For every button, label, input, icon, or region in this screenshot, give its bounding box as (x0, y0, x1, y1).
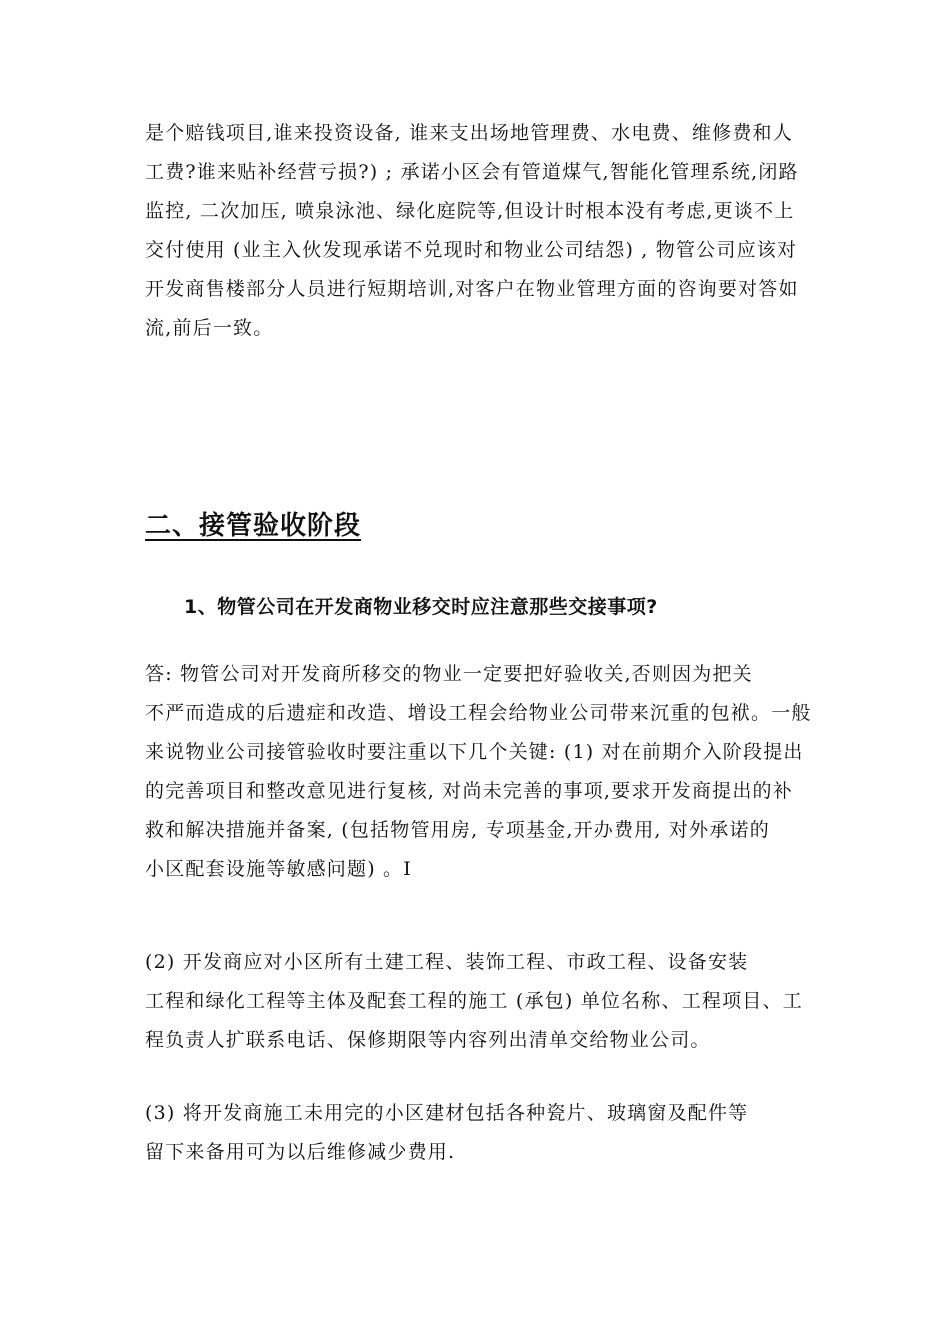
paragraph-1 (145, 114, 825, 348)
paragraph-line: 流,前后一致。 (145, 317, 274, 339)
paragraph-line: 工费?谁来贴补经营亏损?) ; 承诺小区会有管道煤气,智能化管理系统,闭路 (145, 161, 799, 183)
paragraph-line: 救和解决措施并备案, (包括物管用房, 专项基金,开办费用, 对外承诺的 (145, 819, 770, 841)
paragraph-line: (2) 开发商应对小区所有土建工程、装饰工程、市政工程、设备安装 (145, 951, 749, 973)
paragraph-line: 来说物业公司接管验收时要注重以下几个关键: (1) 对在前期介入阶段提出 (145, 741, 804, 763)
paragraph-line: 工程和绿化工程等主体及配套工程的施工 (承包) 单位名称、工程项目、工 (145, 990, 803, 1012)
section-heading: 二、接管验收阶段 (145, 511, 362, 541)
paragraph-4 (145, 1094, 825, 1172)
paragraph-line: 答: 物管公司对开发商所移交的物业一定要把好验收关,否则因为把关 (145, 663, 753, 685)
paragraph-3 (145, 943, 825, 1060)
paragraph-line: 开发商售楼部分人员进行短期培训,对客户在物业管理方面的咨询要对答如 (145, 278, 799, 300)
question-heading: 1、物管公司在开发商物业移交时应注意那些交接事项? (184, 596, 658, 618)
paragraph-line: 留下来备用可为以后维修减少费用. (145, 1141, 456, 1163)
paragraph-line: 程负责人扩联系电话、保修期限等内容列出清单交给物业公司。 (145, 1029, 711, 1051)
paragraph-line: 不严而造成的后遗症和改造、增设工程会给物业公司带来沉重的包袱。一般 (145, 702, 812, 724)
paragraph-line: 的完善项目和整改意见进行复核, 对尚未完善的事项,要求开发商提出的补 (145, 780, 793, 802)
paragraph-line: 是个赔钱项目,谁来投资设备, 谁来支出场地管理费、水电费、维修费和人 (145, 122, 793, 144)
paragraph-line: 小区配套设施等敏感问题) 。I (145, 858, 412, 880)
paragraph-line: 交付使用 (业主入伙发现承诺不兑现时和物业公司结怨) , 物管公司应该对 (145, 239, 798, 261)
paragraph-2 (145, 655, 825, 889)
paragraph-line: (3) 将开发商施工未用完的小区建材包括各种瓷片、玻璃窗及配件等 (145, 1102, 749, 1124)
paragraph-line: 监控, 二次加压, 喷泉泳池、绿化庭院等,但设计时根本没有考虑,更谈不上 (145, 200, 795, 222)
